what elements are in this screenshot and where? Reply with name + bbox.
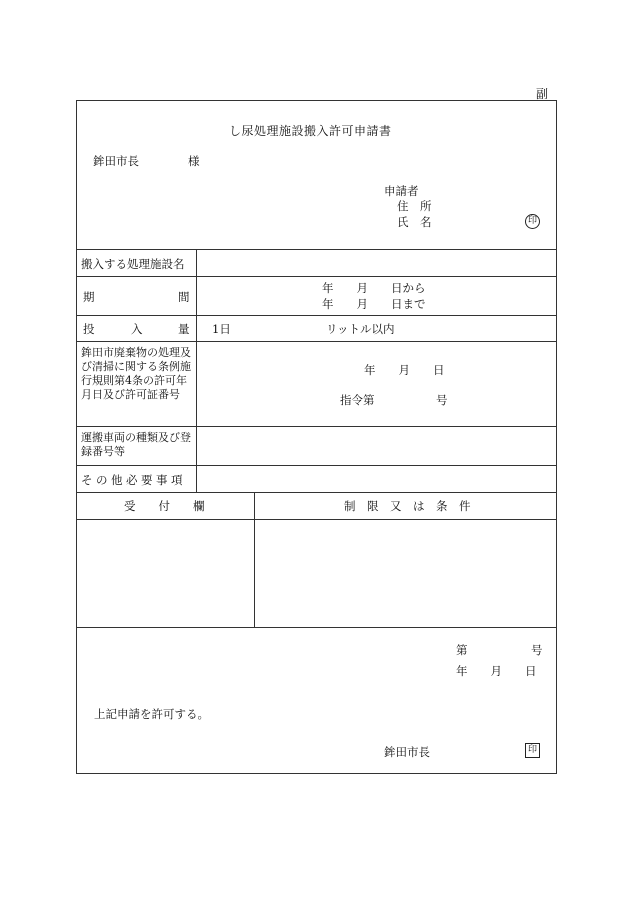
other-label: その他必要事項 [81,473,186,487]
approval-number-prefix: 第 [456,643,468,657]
period-label-right: 間 [178,290,190,304]
period-end[interactable]: 年 月 日まで [322,297,426,311]
applicant-seal-icon: 印 [525,214,540,229]
rule-facility-top [76,249,556,250]
reception-header: 受 付 欄 [124,499,205,513]
permit-date[interactable]: 年 月 日 [364,363,445,377]
address-label: 住 所 [397,199,432,213]
facility-field[interactable] [198,251,554,275]
rule-columns-header-bottom [76,519,556,520]
copy-mark: 副 [536,87,549,101]
addressee: 鉾田市長 [93,154,139,168]
period-label-left: 期 [83,290,95,304]
permit-number-prefix: 指令第 [340,393,375,407]
conditions-header: 制 限 又 は 条 件 [344,499,471,513]
rule-amount-top [76,315,556,316]
approval-number-suffix: 号 [531,643,543,657]
amount-unit: リットル以内 [326,322,395,336]
rule-label-column [196,249,197,492]
permit-number-suffix: 号 [436,393,448,407]
amount-label-3: 量 [178,322,190,336]
approval-date: 年 月 日 [456,664,537,678]
amount-prefix: 1日 [212,322,231,336]
amount-label-2: 入 [131,322,143,336]
rule-permit-top [76,341,556,342]
amount-label-1: 投 [83,322,95,336]
name-label: 氏 名 [397,215,432,229]
rule-reception-divider [254,492,255,627]
rule-period-top [76,276,556,277]
conditions-area[interactable] [256,521,554,626]
issuer: 鉾田市長 [384,745,430,759]
form-title: し尿処理施設搬入許可申請書 [229,124,392,138]
facility-label: 搬入する処理施設名 [81,257,185,271]
addressee-suffix: 様 [188,154,200,168]
rule-vehicle-top [76,426,556,427]
rule-other-top [76,465,556,466]
approval-statement: 上記申請を許可する。 [94,707,209,721]
rule-approval-top [76,627,556,628]
rule-columns-top [76,492,556,493]
period-start[interactable]: 年 月 日から [322,281,426,295]
permit-label: 鉾田市廃棄物の処理及び清掃に関する条例施行規則第4条の許可年月日及び許可証番号 [81,346,191,401]
applicant-label: 申請者 [384,184,419,198]
vehicle-label: 運搬車両の種類及び登録番号等 [81,431,191,458]
issuer-seal-icon: 印 [525,743,540,758]
vehicle-field[interactable] [198,428,554,464]
other-field[interactable] [198,467,554,491]
reception-area[interactable] [78,521,253,626]
